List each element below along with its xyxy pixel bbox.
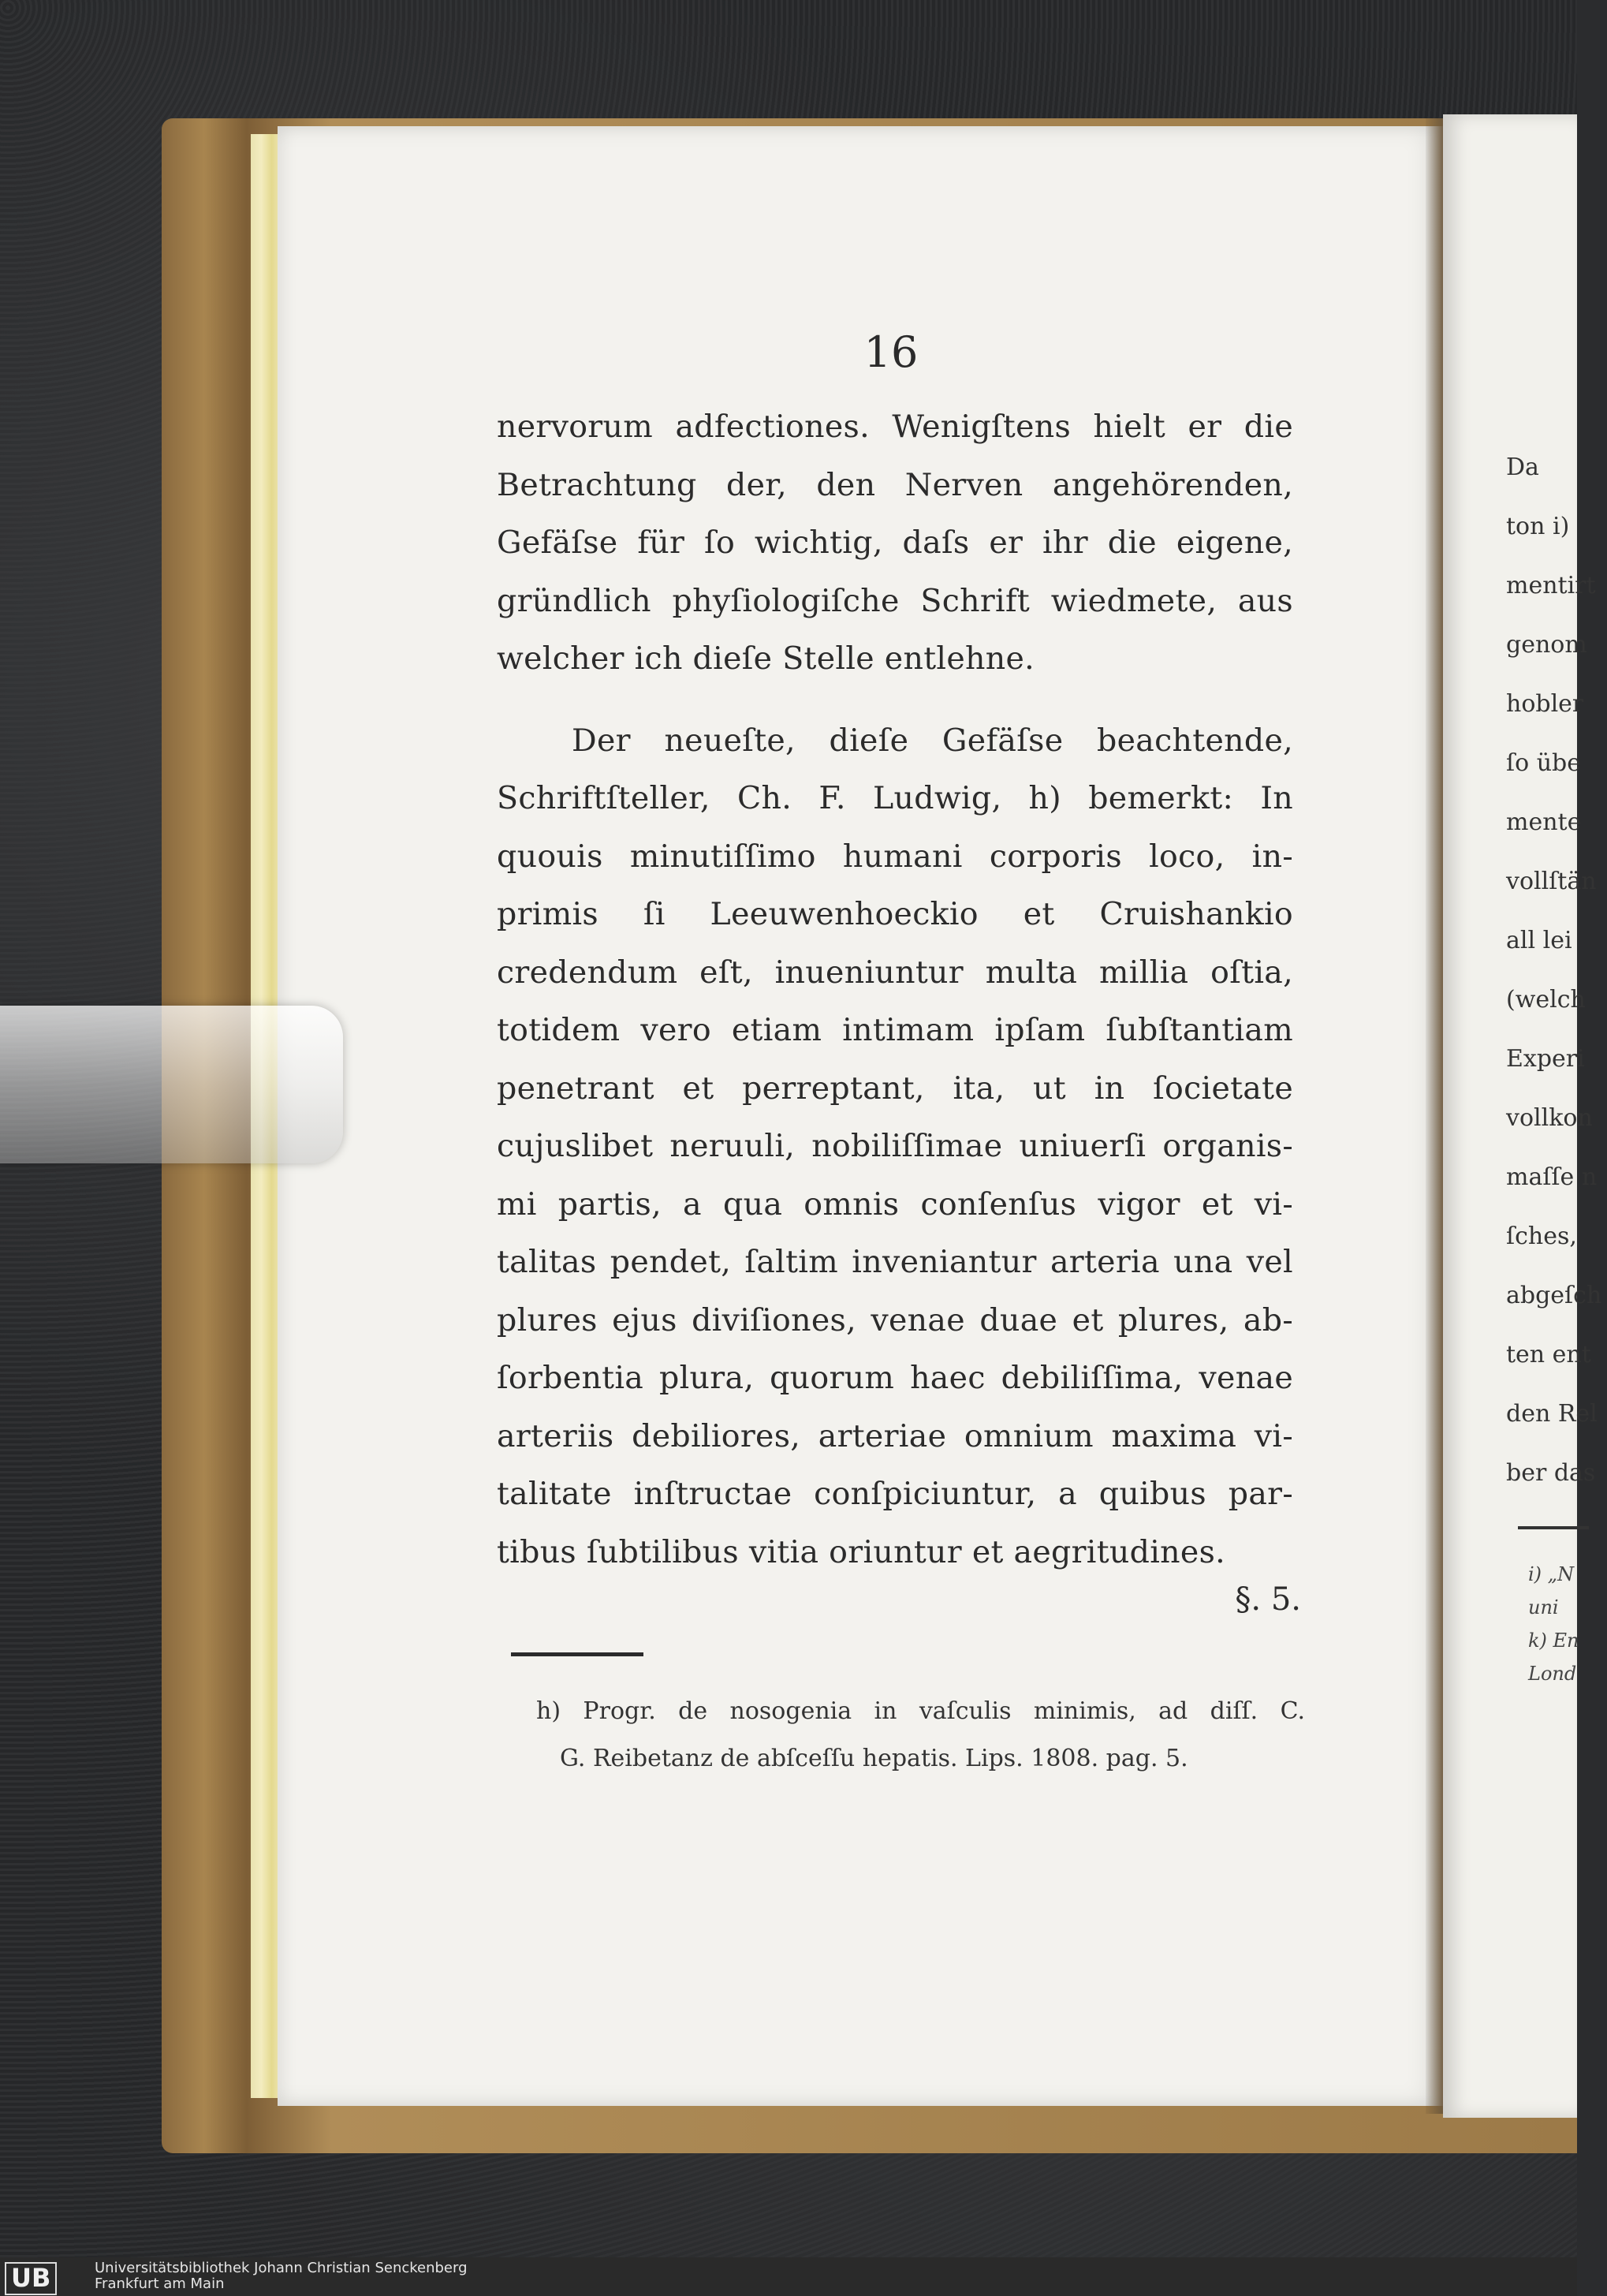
- right-footnote-line: i) „N: [1528, 1563, 1575, 1585]
- text-line: talitas pendet, ſaltim inveniantur arteria una vel: [497, 1244, 1293, 1280]
- text-line: Gefäſse für ſo wichtig, daſs er ihr die eigene,: [497, 525, 1293, 561]
- right-line: ſo übe: [1506, 749, 1581, 777]
- text-line: Betrachtung der, den Nerven angehörenden,: [497, 466, 1293, 503]
- section-mark: §. 5.: [1235, 1581, 1301, 1618]
- footnote-rule: [511, 1652, 643, 1656]
- text-line: credendum eſt, inueniuntur multa millia oſtia,: [497, 954, 1293, 991]
- text-line: arteriis debiliores, arteriae omnium maxima vi-: [497, 1417, 1293, 1454]
- body-text: [497, 398, 1293, 1581]
- text-line: cujuslibet neruuli, nobiliſſimae uniuerſi organis-: [497, 1128, 1293, 1164]
- right-line: mentirt: [1506, 572, 1596, 599]
- right-line: abgeſch: [1506, 1282, 1602, 1309]
- institution-credit: [95, 2261, 468, 2292]
- text-line: plures ejus diviſiones, venae duae et plures, ab-: [497, 1301, 1293, 1338]
- right-line: ber das: [1506, 1459, 1596, 1487]
- page-number: 16: [863, 327, 919, 377]
- text-line: Der neueſte, dieſe Gefäſse beachtende,: [572, 722, 1293, 759]
- right-line: all lei: [1506, 927, 1572, 954]
- text-line: tibus ſubtilibus vitia oriuntur et aegritudines.: [497, 1533, 1226, 1570]
- right-footnote-rule: [1518, 1526, 1589, 1529]
- text-line: penetrant et perreptant, ita, ut in ſocietate: [497, 1070, 1293, 1107]
- right-footnote-line: uni: [1528, 1596, 1559, 1618]
- right-line: Experi: [1506, 1045, 1585, 1073]
- right-line: hobler: [1506, 690, 1584, 718]
- text-line: talitate inſtructae conſpiciuntur, a quibus par-: [497, 1476, 1293, 1512]
- text-line: ſorbentia plura, quorum haec debiliſſima, venae: [497, 1360, 1293, 1396]
- text-line: welcher ich dieſe Stelle entlehne.: [497, 640, 1035, 677]
- right-line: ſches,: [1506, 1223, 1577, 1250]
- right-line: (welch: [1506, 986, 1586, 1014]
- right-footnote-line: k) En: [1528, 1630, 1579, 1652]
- right-line: mente: [1506, 808, 1582, 836]
- footnote: [536, 1688, 1305, 1783]
- right-line: vollſtän: [1506, 868, 1597, 895]
- page-clip: [0, 1006, 343, 1163]
- right-line: den Rel: [1506, 1400, 1598, 1428]
- footnote-line: h) Progr. de nosogenia in vaſculis minimis, ad diſſ. C.: [536, 1697, 1305, 1725]
- right-line: Da: [1506, 454, 1539, 481]
- institution-name: Universitätsbibliothek Johann Christian Senckenberg: [95, 2260, 468, 2276]
- text-line: nervorum adfectiones. Wenigſtens hielt er die: [497, 409, 1293, 445]
- text-line: Schriftſteller, Ch. F. Ludwig, h) bemerkt: In: [497, 780, 1293, 816]
- text-line: quouis minutiſſimo humani corporis loco, in-: [497, 838, 1293, 875]
- text-line: primis ſi Leeuwenhoeckio et Cruishankio: [497, 896, 1293, 932]
- right-line: genom: [1506, 631, 1587, 659]
- right-line: ten ent: [1506, 1341, 1591, 1368]
- footnote-line: G. Reibetanz de abſceſſu hepatis. Lips. 1808. pag. 5.: [560, 1745, 1188, 1772]
- text-line: mi partis, a qua omnis conſenſus vigor et vi-: [497, 1185, 1293, 1223]
- right-page-footnotes: [1528, 1558, 1607, 1690]
- ub-logo: UB: [5, 2262, 57, 2295]
- text-line: totidem vero etiam intimam ipſam ſubſtantiam: [497, 1012, 1293, 1048]
- text-line: gründlich phyſiologiſche Schrift wiedmete, aus: [497, 582, 1293, 619]
- right-page-text: [1506, 438, 1601, 1503]
- right-footnote-line: Lond: [1528, 1663, 1577, 1685]
- right-line: vollkon: [1506, 1104, 1593, 1132]
- right-line: maſſe n: [1506, 1163, 1598, 1191]
- institution-city: Frankfurt am Main: [95, 2275, 225, 2292]
- right-line: ton i): [1506, 513, 1570, 540]
